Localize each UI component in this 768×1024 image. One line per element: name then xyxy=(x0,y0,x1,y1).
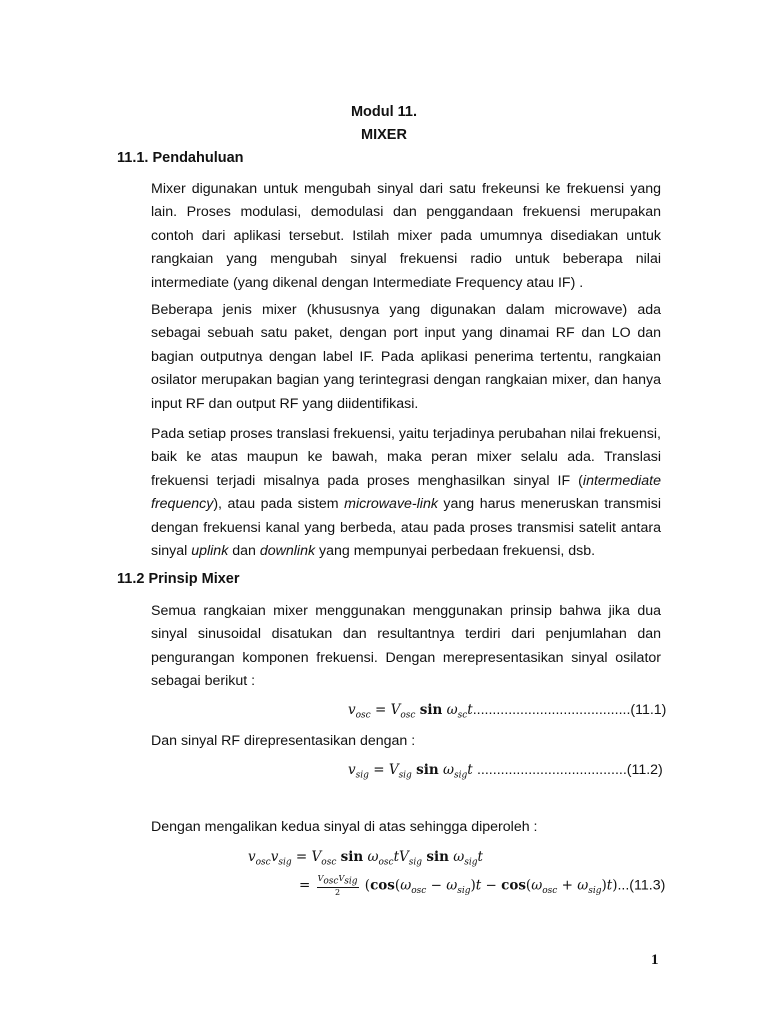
module-number: Modul 11. xyxy=(350,104,418,120)
text-rf-representation: Dan sinyal RF direpresentasikan dengan : xyxy=(151,733,416,749)
page-number: 1 xyxy=(651,952,659,968)
text-multiplication: Dengan mengalikan kedua sinyal di atas sehingga diperoleh : xyxy=(151,819,538,835)
equation-product-line2: = $\frac{V_{osc}V_{sig}}{2}$ $(\cos(\omega_{osc} - \omega_{sig})t - \cos(\omega_{osc} + \omega_{sig})t)...(11.3)$ xyxy=(299,874,666,897)
paragraph-translation: Pada setiap proses translasi frekuensi, yaitu terjadinya perubahan nilai frekuensi, baik ke atas maupun ke bawah, maka peran mixer selalu ada. Translasi frekuensi terjadi misalnya pada proses menghasilkan sinyal IF (intermediate frequency), atau pada sistem microwave-link yang harus meneruskan transmisi dengan frekuensi kanal yang berbeda, atau pada proses transmisi satelit antara sinyal uplink dan downlink yang mempunyai perbedaan frekuensi, dsb. xyxy=(151,426,661,560)
equation-sig: $v_{sig} = V_{sig}$ $\sin \omega_{sig}t$ ......................................(11.2) xyxy=(348,762,663,781)
paragraph-principle: Semua rangkaian mixer menggunakan menggunakan prinsip bahwa jika dua sinyal sinusoidal disatukan dan resultantnya terdiri dari penjumlahan dan pengurangan komponen frekuensi. Dengan merepresentasikan sinyal osilator sebagai berikut : xyxy=(151,603,661,690)
equation-osc: $v_{osc} = V_{osc}$ $\sin \omega_{sc}t........................................(11.1)$ xyxy=(348,702,667,721)
paragraph-intro: Mixer digunakan untuk mengubah sinyal dari satu frekeunsi ke frekuensi yang lain. Proses modulasi, demodulasi dan penggandaan frekuensi merupakan contoh dari aplikasi tersebut. Istilah mixer pada umumnya disediakan untuk rangkaian yang mengubah sinyal frekuensi radio untuk beberapa nilai intermediate (yang dikenal dengan Intermediate Frequency atau IF) . xyxy=(151,181,661,291)
section-heading-pendahuluan: 11.1. Pendahuluan xyxy=(117,150,244,166)
paragraph-mixer-types: Beberapa jenis mixer (khususnya yang digunakan dalam microwave) ada sebagai sebuah satu paket, dengan port input yang dinamai RF dan LO dan bagian outputnya dengan label IF. Pada aplikasi penerima tertentu, rangkaian osilator merupakan bagian yang terintegrasi dengan rangkaian mixer, dan hanya input RF dan output RF yang diidentifikasi. xyxy=(151,302,661,412)
equation-product-line1: $v_{osc}v_{sig} = V_{osc}$ $\sin \omega_{osc}tV_{sig}$ $\sin \omega_{sig}t$ xyxy=(248,849,483,868)
module-title: MIXER xyxy=(361,127,407,143)
section-heading-prinsip: 11.2 Prinsip Mixer xyxy=(117,571,240,587)
